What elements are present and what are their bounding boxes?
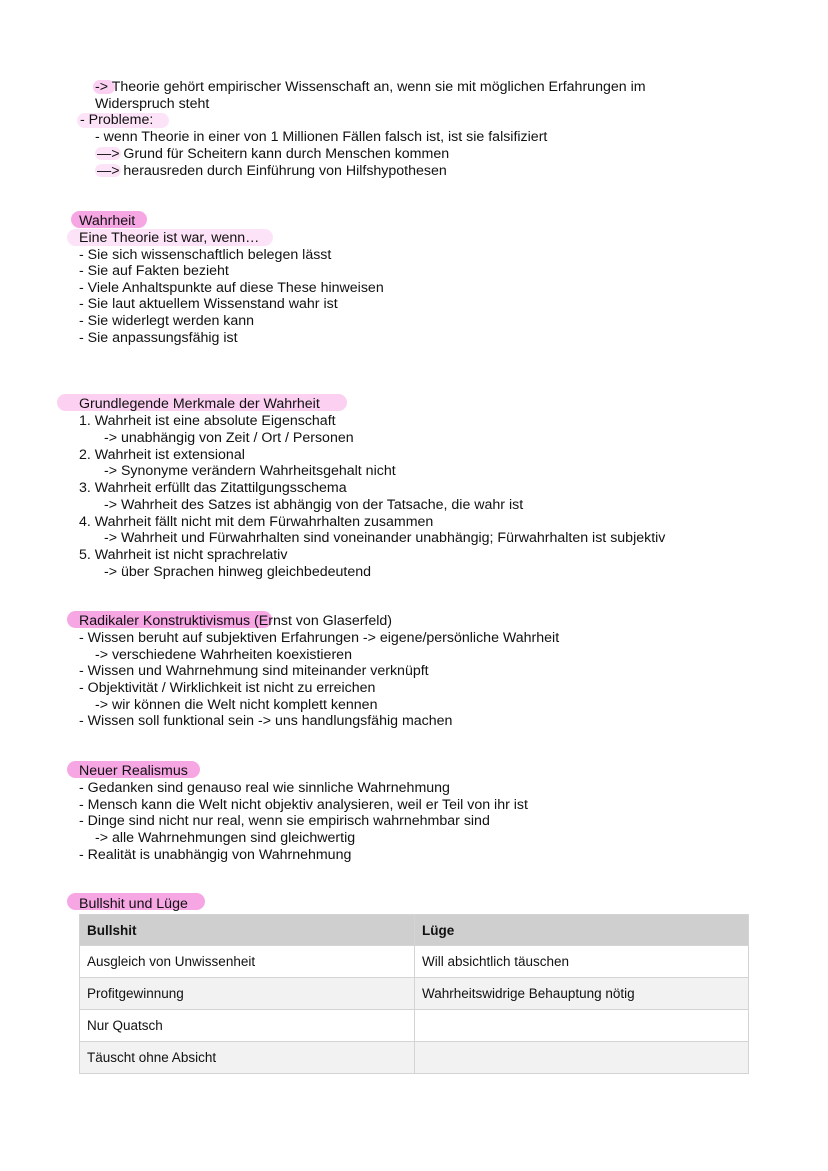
sub-item: -> über Sprachen hinweg gleichbedeutend	[104, 564, 371, 580]
list-item: - Dinge sind nicht nur real, wenn sie empirisch wahrnehmbar sind	[79, 813, 490, 829]
sub-item: -> verschiedene Wahrheiten koexistieren	[95, 647, 352, 663]
list-item: - Wissen soll funktional sein -> uns handlungsfähig machen	[79, 713, 453, 729]
list-item: - Realität is unabhängig von Wahrnehmung	[79, 847, 352, 863]
list-item: - Sie anpassungsfähig ist	[79, 330, 238, 346]
list-item: - Viele Anhaltspunkte auf diese These hinweisen	[79, 280, 384, 296]
table-row	[80, 946, 749, 978]
intro-line: —> Grund für Scheitern kann durch Menschen kommen	[97, 146, 450, 162]
intro-line: - Probleme:	[80, 112, 154, 128]
section-heading-author: (Ernst von Glaserfeld)	[250, 613, 393, 629]
table-row	[80, 978, 749, 1010]
table-cell	[415, 1042, 749, 1074]
intro-line: Widerspruch steht	[95, 96, 210, 112]
table-cell: Profitgewinnung	[80, 978, 415, 1010]
list-item: - Gedanken sind genauso real wie sinnliche Wahrnehmung	[79, 780, 450, 796]
table-cell: Täuscht ohne Absicht	[80, 1042, 415, 1074]
numbered-item: 5. Wahrheit ist nicht sprachrelativ	[79, 547, 288, 563]
intro-line: —> herausreden durch Einführung von Hilfshypothesen	[97, 163, 447, 179]
list-item: - Sie auf Fakten bezieht	[79, 263, 229, 279]
list-item: - Sie widerlegt werden kann	[79, 313, 255, 329]
sub-item: -> unabhängig von Zeit / Ort / Personen	[104, 430, 354, 446]
table-cell: Wahrheitswidrige Behauptung nötig	[415, 978, 749, 1010]
list-item: - Mensch kann die Welt nicht objektiv analysieren, weil er Teil von ihr ist	[79, 797, 528, 813]
section-heading: Wahrheit	[79, 213, 136, 229]
section-subheading: Eine Theorie ist war, wenn…	[79, 230, 260, 246]
list-item: - Objektivität / Wirklichkeit ist nicht zu erreichen	[79, 680, 376, 696]
numbered-item: 4. Wahrheit fällt nicht mit dem Fürwahrhalten zusammen	[79, 514, 434, 530]
sub-item: -> wir können die Welt nicht komplett kennen	[95, 697, 378, 713]
intro-line: -> Theorie gehört empirischer Wissenschaft an, wenn sie mit möglichen Erfahrungen im	[95, 79, 646, 95]
section-heading	[79, 613, 392, 629]
list-item: - Sie sich wissenschaftlich belegen lässt	[79, 247, 332, 263]
numbered-item: 3. Wahrheit erfüllt das Zitattilgungsschema	[79, 480, 347, 496]
list-item: - Wissen beruht auf subjektiven Erfahrungen -> eigene/persönliche Wahrheit	[79, 630, 560, 646]
table-cell: Will absichtlich täuschen	[415, 946, 749, 978]
column-header-bullshit: Bullshit	[80, 915, 415, 946]
sub-item: -> Synonyme verändern Wahrheitsgehalt nicht	[104, 463, 396, 479]
table-cell	[415, 1010, 749, 1042]
comparison-table	[79, 914, 749, 1074]
section-heading: Grundlegende Merkmale der Wahrheit	[79, 396, 320, 412]
sub-item: -> Wahrheit des Satzes ist abhängig von der Tatsache, die wahr ist	[104, 497, 524, 513]
table-cell: Nur Quatsch	[80, 1010, 415, 1042]
section-heading-title: Radikaler Konstruktivismus	[79, 613, 251, 629]
numbered-item: 1. Wahrheit ist eine absolute Eigenschaft	[79, 413, 336, 429]
table-cell: Ausgleich von Unwissenheit	[80, 946, 415, 978]
numbered-item: 2. Wahrheit ist extensional	[79, 447, 245, 463]
list-item: - Sie laut aktuellem Wissenstand wahr ist	[79, 296, 338, 312]
table-header-row	[80, 915, 749, 946]
section-heading: Bullshit und Lüge	[79, 896, 188, 912]
table-row	[80, 1042, 749, 1074]
sub-item: -> Wahrheit und Fürwahrhalten sind voneinander unabhängig; Fürwahrhalten ist subjektiv	[104, 530, 666, 546]
list-item: - Wissen und Wahrnehmung sind miteinander verknüpft	[79, 663, 429, 679]
sub-item: -> alle Wahrnehmungen sind gleichwertig	[95, 830, 356, 846]
section-heading: Neuer Realismus	[79, 763, 188, 779]
intro-line: - wenn Theorie in einer von 1 Millionen Fällen falsch ist, ist sie falsifiziert	[95, 129, 548, 145]
table-row	[80, 1010, 749, 1042]
column-header-luege: Lüge	[415, 915, 749, 946]
